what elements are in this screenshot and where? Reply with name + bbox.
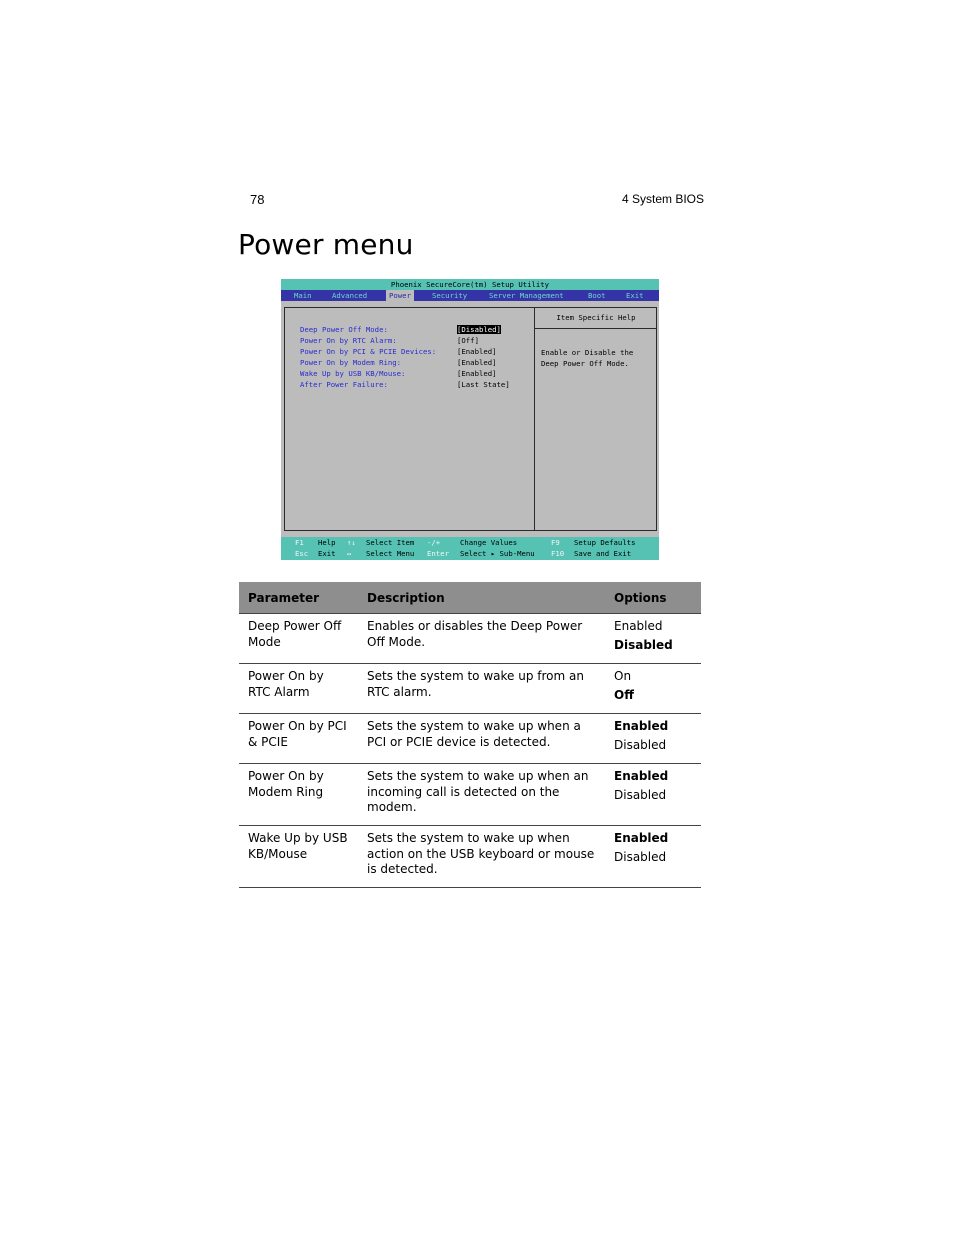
bios-setting-value[interactable] xyxy=(457,324,501,335)
description-cell: Sets the system to wake up when action on the USB keyboard or mouse is detected. xyxy=(358,826,605,888)
bios-help-line: Deep Power Off Mode. xyxy=(541,359,629,368)
option-value: Disabled xyxy=(614,737,667,752)
bios-setting-usb-kb-mouse[interactable] xyxy=(300,368,540,379)
bios-screenshot xyxy=(281,279,659,560)
column-header-description: Description xyxy=(358,582,605,614)
option-default: Enabled xyxy=(614,769,669,783)
bios-selected-value[interactable]: [Disabled] xyxy=(457,325,501,334)
options-cell xyxy=(605,826,701,888)
bios-action-help: Help xyxy=(318,538,336,547)
bios-key-up-down: ↑↓ xyxy=(347,538,356,547)
bios-action-select-item: Select Item xyxy=(366,538,415,547)
bios-footer xyxy=(281,537,659,560)
bios-action-select-submenu: Select ▸ Sub-Menu xyxy=(460,549,535,558)
bios-tab-boot[interactable]: Boot xyxy=(588,291,606,300)
options-cell xyxy=(605,714,701,764)
bios-setting-label: Deep Power Off Mode: xyxy=(300,325,388,334)
bios-action-save-exit: Save and Exit xyxy=(574,549,632,558)
bios-setting-after-power-failure[interactable] xyxy=(300,379,540,390)
bios-setting-label: Power On by RTC Alarm: xyxy=(300,336,397,345)
bios-setting-value[interactable]: [Off] xyxy=(457,336,479,345)
parameter-cell: Power On by Modem Ring xyxy=(239,764,358,826)
option-default: Disabled xyxy=(614,637,673,652)
table-row xyxy=(239,764,701,826)
table-row xyxy=(239,714,701,764)
options-cell xyxy=(605,614,701,664)
bios-tab-advanced[interactable]: Advanced xyxy=(332,291,368,300)
description-cell: Sets the system to wake up from an RTC alarm. xyxy=(358,664,605,714)
option-value: Disabled xyxy=(614,787,667,802)
description-cell: Enables or disables the Deep Power Off Mode. xyxy=(358,614,605,664)
option-value: On xyxy=(614,669,632,683)
table-row xyxy=(239,614,701,664)
option-default: Enabled xyxy=(614,831,669,845)
bios-title-bar: Phoenix SecureCore(tm) Setup Utility xyxy=(281,279,659,290)
bios-setting-deep-power-off[interactable] xyxy=(300,324,540,335)
bios-tab-exit[interactable]: Exit xyxy=(626,291,644,300)
option-value: Disabled xyxy=(614,849,667,864)
table-header-row xyxy=(239,582,701,614)
bios-setting-label: Power On by Modem Ring: xyxy=(300,358,402,367)
description-cell: Sets the system to wake up when a PCI or PCIE device is detected. xyxy=(358,714,605,764)
parameter-cell: Wake Up by USB KB/Mouse xyxy=(239,826,358,888)
bios-help-title: Item Specific Help xyxy=(535,307,657,329)
bios-help-text xyxy=(541,347,653,369)
bios-setting-label: Wake Up by USB KB/Mouse: xyxy=(300,369,406,378)
bios-action-exit: Exit xyxy=(318,549,336,558)
column-header-options: Options xyxy=(605,582,701,614)
bios-setting-rtc-alarm[interactable] xyxy=(300,335,540,346)
options-cell xyxy=(605,664,701,714)
bios-menu-bar xyxy=(281,290,659,301)
bios-action-change-values: Change Values xyxy=(460,538,518,547)
bios-action-setup-defaults: Setup Defaults xyxy=(574,538,636,547)
bios-key-enter: Enter xyxy=(427,549,449,558)
option-value: Enabled xyxy=(614,619,663,633)
bios-help-line: Enable or Disable the xyxy=(541,348,634,357)
table-row xyxy=(239,664,701,714)
chapter-title: 4 System BIOS xyxy=(621,192,704,206)
parameter-table xyxy=(239,582,701,888)
bios-action-select-menu: Select Menu xyxy=(366,549,415,558)
bios-key-f10: F10 xyxy=(551,549,565,558)
bios-setting-value[interactable]: [Enabled] xyxy=(457,347,497,356)
parameter-cell: Power On by RTC Alarm xyxy=(239,664,358,714)
description-cell: Sets the system to wake up when an incoming call is detected on the modem. xyxy=(358,764,605,826)
bios-key-minus-plus: -/+ xyxy=(427,538,441,547)
parameter-cell: Power On by PCI & PCIE xyxy=(239,714,358,764)
bios-setting-pci-pcie[interactable] xyxy=(300,346,540,357)
bios-tab-security[interactable]: Security xyxy=(432,291,468,300)
bios-setting-value[interactable]: [Last State] xyxy=(457,380,510,389)
bios-setting-label: After Power Failure: xyxy=(300,380,388,389)
bios-setting-value[interactable]: [Enabled] xyxy=(457,369,497,378)
option-default: Off xyxy=(614,687,634,702)
bios-setting-modem-ring[interactable] xyxy=(300,357,540,368)
page-number: 78 xyxy=(250,192,265,207)
bios-tab-main[interactable]: Main xyxy=(294,291,312,300)
page-title: Power menu xyxy=(238,228,414,261)
parameter-cell: Deep Power Off Mode xyxy=(239,614,358,664)
bios-setting-label: Power On by PCI & PCIE Devices: xyxy=(300,347,437,356)
option-default: Enabled xyxy=(614,719,669,733)
table-row xyxy=(239,826,701,888)
bios-tab-power[interactable]: Power xyxy=(386,290,414,301)
options-cell xyxy=(605,764,701,826)
bios-setting-value[interactable]: [Enabled] xyxy=(457,358,497,367)
bios-tab-server-management[interactable]: Server Management xyxy=(489,291,564,300)
bios-key-f1: F1 xyxy=(295,538,304,547)
bios-key-esc: Esc xyxy=(295,549,309,558)
column-header-parameter: Parameter xyxy=(239,582,358,614)
bios-key-f9: F9 xyxy=(551,538,560,547)
bios-key-left-right: ↔ xyxy=(347,549,352,558)
